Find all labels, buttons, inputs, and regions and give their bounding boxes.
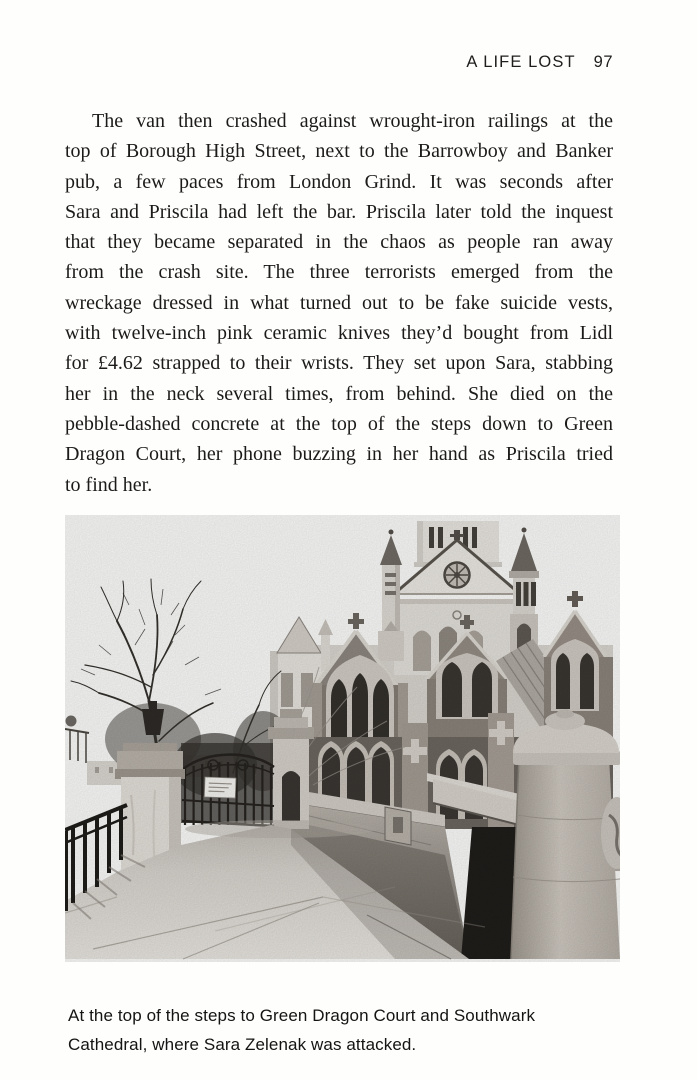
text-line: for £4.62 strapped to their wrists. They set upon Sara, stabbing — [65, 352, 613, 375]
photo-caption — [68, 1002, 602, 1059]
text-line: pebble-dashed concrete at the top of the steps down to Green — [65, 412, 613, 435]
grain-overlay — [65, 515, 620, 962]
photo-figure — [65, 515, 620, 962]
text-line: from the crash site. The three terrorists emerged from the — [65, 261, 613, 284]
text-line: At the top of the steps to Green Dragon Court and Southwark — [68, 1006, 536, 1025]
running-header — [0, 53, 613, 72]
text-line: wreckage dressed in what turned out to be fake suicide vests, — [65, 291, 613, 314]
text-line: The van then crashed against wrought-iron railings at the — [92, 110, 613, 132]
text-line: that they became separated in the chaos as people ran away — [65, 231, 613, 254]
text-line: with twelve-inch pink ceramic knives they’d bought from Lidl — [65, 322, 613, 345]
text-line: her in the neck several times, from behind. She died on the — [65, 382, 613, 405]
text-line: to find her. — [65, 473, 153, 496]
body-paragraph — [65, 106, 613, 500]
page-number: 97 — [593, 53, 613, 71]
text-line: Sara and Priscila had left the bar. Priscila later told the inquest — [65, 200, 613, 223]
text-line: pub, a few paces from London Grind. It was seconds after — [65, 170, 613, 193]
chapter-title: A LIFE LOST — [466, 53, 576, 71]
text-line: Dragon Court, her phone buzzing in her hand as Priscila tried — [65, 443, 613, 466]
photo-southwark-cathedral — [65, 515, 620, 962]
text-line: top of Borough High Street, next to the Barrowboy and Banker — [65, 140, 613, 163]
text-line: Cathedral, where Sara Zelenak was attacked. — [68, 1034, 417, 1054]
